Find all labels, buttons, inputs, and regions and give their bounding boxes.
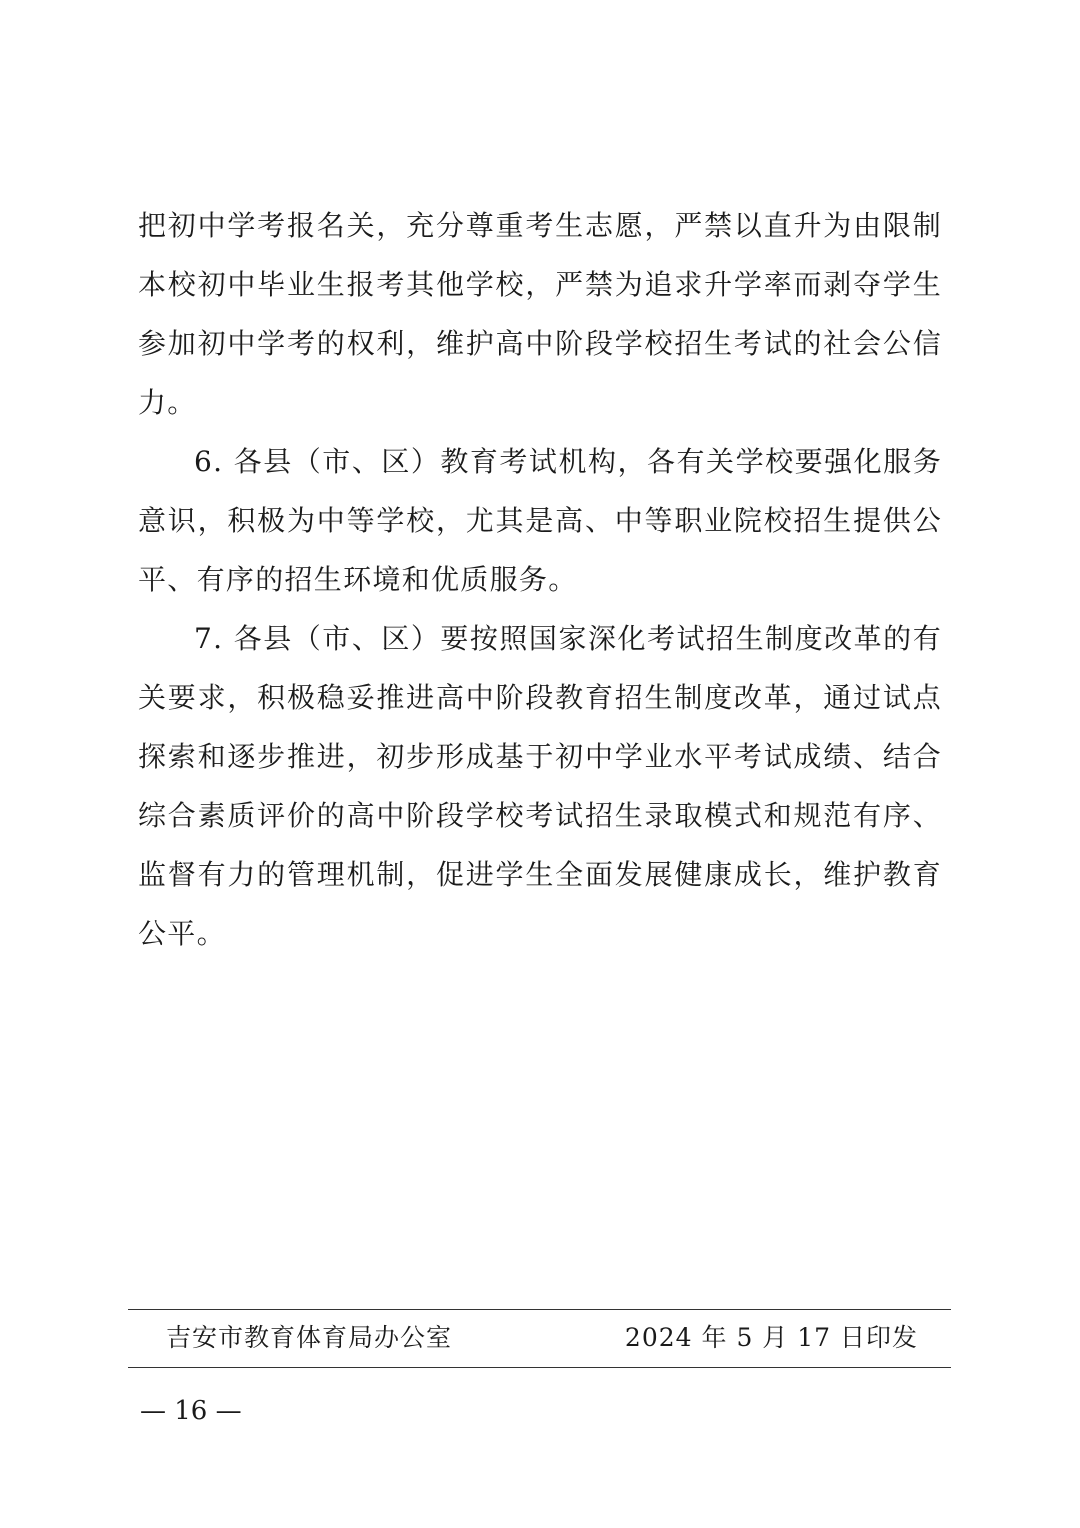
imprint-issuer: 吉安市教育体育局办公室 [166,1323,453,1352]
paragraph-item-7: 7. 各县（市、区）要按照国家深化考试招生制度改革的有关要求，积极稳妥推进高中阶段教育招生制度改革，通过试点探索和逐步推进，初步形成基于初中学业水平考试成绩、结合综合素质评价的高中阶段学校考试招生录取模式和规范有序、监督有力的管理机制，促进学生全面发展健康成长，维护教育公平。 [138,622,942,950]
imprint-top-rule [128,1309,951,1310]
page-number: — 16 — [140,1396,242,1426]
paragraph-continuation: 把初中学考报名关，充分尊重考生志愿，严禁以直升为由限制本校初中毕业生报考其他学校，严禁为追求升学率而剥夺学生参加初中学考的权利，维护高中阶段学校招生考试的社会公信力。 [138,209,942,419]
imprint-bottom-rule [128,1367,951,1368]
paragraph-item-6: 6. 各县（市、区）教育考试机构，各有关学校要强化服务意识，积极为中等学校，尤其是高、中等职业院校招生提供公平、有序的招生环境和优质服务。 [138,445,942,596]
imprint-date: 2024 年 5 月 17 日印发 [624,1323,918,1352]
document-body [138,196,942,963]
